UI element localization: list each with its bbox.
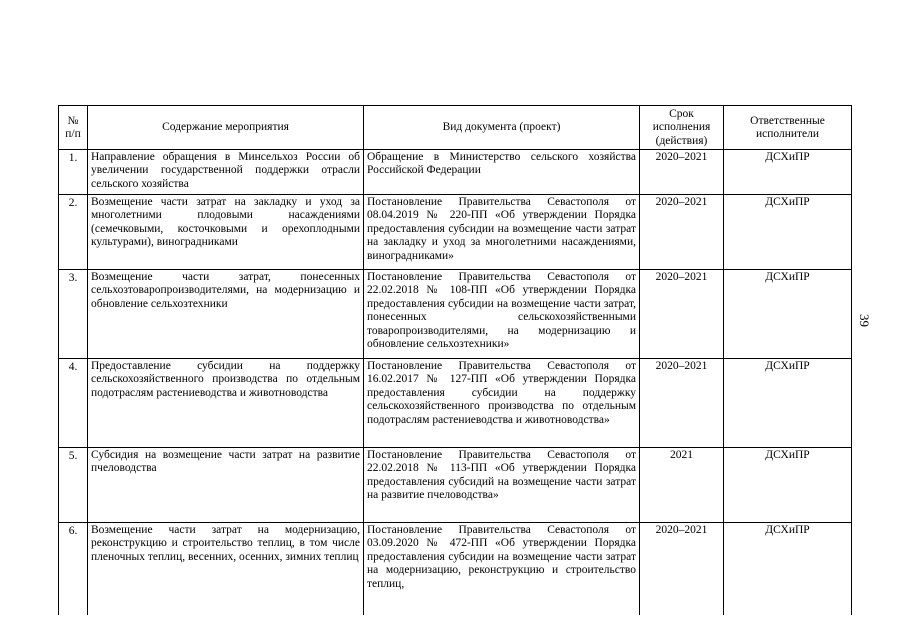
measures-table [58,105,852,615]
table-header-row [59,106,852,150]
header-num: № п/п [59,106,88,150]
row-resp: ДСХиПР [724,150,852,195]
row-resp: ДСХиПР [724,195,852,270]
row-content: Возмещение части затрат, понесенных сельхозтоваропроизводителями, на модернизацию и обновление сельхозтехники [88,270,364,359]
row-doc: Постановление Правительства Севастополя от 03.09.2020 № 472-ПП «Об утверждении Порядка предоставления субсидии на возмещение части затрат на модернизацию, реконструкцию и строительство теплиц, [364,523,640,616]
row-content: Направление обращения в Минсельхоз России об увеличении государственной поддержки отрасли сельского хозяйства [88,150,364,195]
row-num: 4. [59,359,88,448]
row-resp: ДСХиПР [724,359,852,448]
row-doc: Обращение в Министерство сельского хозяйства Российской Федерации [364,150,640,195]
table-row [59,359,852,448]
row-resp: ДСХиПР [724,270,852,359]
row-doc: Постановление Правительства Севастополя от 22.02.2018 № 108-ПП «Об утверждении Порядка предоставления субсидии на возмещение части затрат, понесенных сельскохозяйственными товаропроизводителями, на модернизацию и обновление сельхозтехники» [364,270,640,359]
row-term: 2020–2021 [640,270,724,359]
table-row [59,523,852,616]
table-row [59,150,852,195]
row-num: 2. [59,195,88,270]
header-term: Срок исполнения (действия) [640,106,724,150]
row-term: 2021 [640,448,724,523]
row-content: Возмещение части затрат на модернизацию, реконструкцию и строительство теплиц, в том числе пленочных теплиц, весенних, осенних, зимних теплиц [88,523,364,616]
header-content: Содержание мероприятия [88,106,364,150]
row-num: 1. [59,150,88,195]
row-resp: ДСХиПР [724,523,852,616]
row-term: 2020–2021 [640,359,724,448]
row-num: 6. [59,523,88,616]
table-row [59,448,852,523]
header-resp: Ответственные исполнители [724,106,852,150]
page-number: 39 [857,314,872,327]
row-content: Предоставление субсидии на поддержку сельскохозяйственного производства по отдельным подотраслям растениеводства и животноводства [88,359,364,448]
row-resp: ДСХиПР [724,448,852,523]
row-term: 2020–2021 [640,195,724,270]
row-num: 3. [59,270,88,359]
row-term: 2020–2021 [640,150,724,195]
row-content: Возмещение части затрат на закладку и уход за многолетними плодовыми насаждениями (семечковыми, косточковыми и орехоплодными культурами), виноградниками [88,195,364,270]
row-doc: Постановление Правительства Севастополя от 16.02.2017 № 127-ПП «Об утверждении Порядка предоставления субсидии на поддержку сельскохозяйственного производства по отдельным подотраслям растениеводства и животноводства» [364,359,640,448]
table-row [59,195,852,270]
row-doc: Постановление Правительства Севастополя от 08.04.2019 № 220-ПП «Об утверждении Порядка предоставления субсидии на возмещение части затрат на закладку и уход за многолетними насаждениями, виноградниками» [364,195,640,270]
row-doc: Постановление Правительства Севастополя от 22.02.2018 № 113-ПП «Об утверждении Порядка предоставления субсидий на возмещение части затрат на развитие пчеловодства» [364,448,640,523]
row-term: 2020–2021 [640,523,724,616]
table-row [59,270,852,359]
row-content: Субсидия на возмещение части затрат на развитие пчеловодства [88,448,364,523]
header-doc: Вид документа (проект) [364,106,640,150]
row-num: 5. [59,448,88,523]
